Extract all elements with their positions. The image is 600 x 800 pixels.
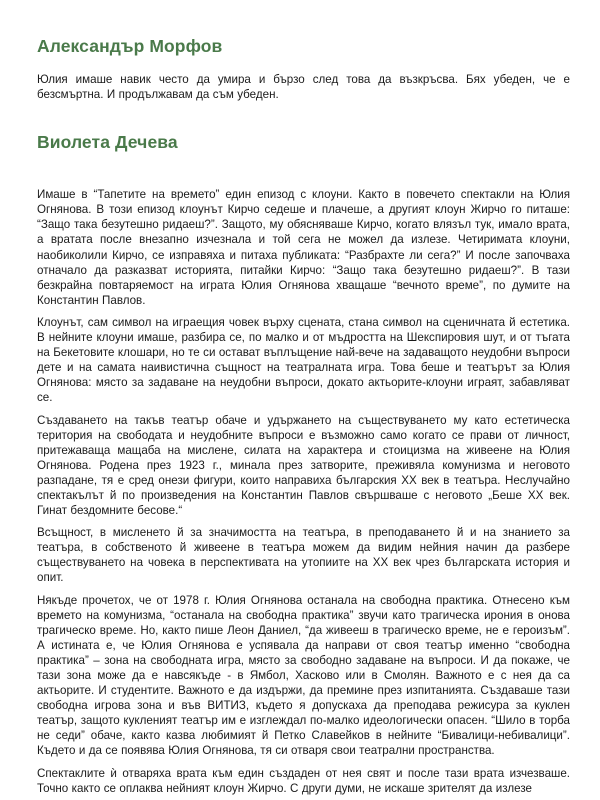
author-heading-morfov: Александър Морфов bbox=[37, 36, 223, 56]
author-heading-decheva: Виолета Дечева bbox=[37, 132, 178, 153]
decheva-paragraph-5: Някъде прочетох, че от 1978 г. Юлия Огнянова останала на свободна практика. Отнесено към времето на комунизма, “останала на свободна практика” звучи като трагическа ирония в онова трагическо време. Но, както пише Леон Даниел, “да живееш в трагическо време, не е героизъм”. А истината е, че Юлия Огнянова е успявала да направи от своя театър именно “свободна практика” – зона на свободната игра, място за свободно задаване на въпроси. И да покаже, че тази зона може да е навсякъде - в Ямбол, Хасково или в Смолян. Важното е с нея да са актьорите. И студентите. Важното е да издържи, да премине през изпитанията. Създаваше тази свободна игрова зона и във ВИТИЗ, където я допускаха да преподава режисура за куклен театър, защото кукленият театър им е изглеждал по-малко идеологически опасен. “Шило в торба не седи” обаче, както казва любимият й Петко Славейков в нейните “Бивалици-небивалици”. Където и да се появява Юлия Огнянова, тя си отваря свои театрални пространства. bbox=[37, 593, 570, 758]
decheva-paragraph-4: Всъщност, в мисленето й за значимостта на театъра, в преподаването й и на знанието за театъра, в собственото й живеене в театъра можем да видим нейния начин да разбере съществуването на човека в перспективата на утопиите на ХХ век чрез българската история и опит. bbox=[37, 526, 570, 585]
decheva-paragraph-6: Спектаклите ѝ отваряха врата към един създаден от нея свят и после тази врата изчезваше. Точно както се оплаква нейният клоун Жирчо. С други думи, не искаше зрителят да излезе bbox=[37, 766, 570, 795]
decheva-paragraph-1: Имаше в “Тапетите на времето” един епизод с клоуни. Както в повечето спектакли на Юлия Огнянова. В този епизод клоунът Кирчо седеше и плачеше, а другият клоун Жирчо го питаше: “Защо така безутешно ридаеш?”. Защото, му обясняваше Кирчо, когато влязъл тук, имало врата, а вратата после внезапно изчезнала и той сега не можел да излезе. Четиримата клоуни, наобиколили Кирчо, се изправяха и питаха публиката: “Разбрахте ли сега?” И после започваха отначало да разказват историята, питайки Кирчо: “Защо така безутешно ридаеш?”. В тази безкрайна повтаряемост на играта Юлия Огнянова хващаше “вечното време”, по думите на Константин Павлов. bbox=[37, 188, 570, 307]
decheva-paragraph-3: Създаването на такъв театър обаче и удържането на съществуването му като естетическа територия на свободата и неудобните въпроси е възможно само когато се прави от личност, притежаваща мащаба на мислене, силата на характера и стоицизма на живеене на Юлия Огнянова. Родена през 1923 г., минала през затворите, преживяла комунизма и неговото разпадане, тя е сред онези фигури, които направиха българския ХХ век в театъра. Неслучайно спектакълът й по произведения на Константин Павлов свършваше с неговото „Беше ХХ век. Гинат бездомните бесове.“ bbox=[37, 413, 570, 518]
decheva-paragraph-2: Клоунът, сам символ на играещия човек върху сцената, стана символ на сценичната й естетика. В нейните клоуни имаше, разбира се, по малко и от мъдростта на Шекспировия шут, и от тъгата на Бекетовите клошари, но те си остават въплъщение най-вече на задаващото неудобни въпроси дете и на самата наивистична същност на театралната игра. Това беше и театърът за Юлия Огнянова: място за задаване на неудобни въпроси, докато актьорите-клоуни играят, забавляват се. bbox=[37, 315, 570, 405]
morfov-paragraph: Юлия имаше навик често да умира и бързо след това да възкръсва. Бях убеден, че е безсмъртна. И продължавам да съм убеден. bbox=[37, 73, 570, 102]
